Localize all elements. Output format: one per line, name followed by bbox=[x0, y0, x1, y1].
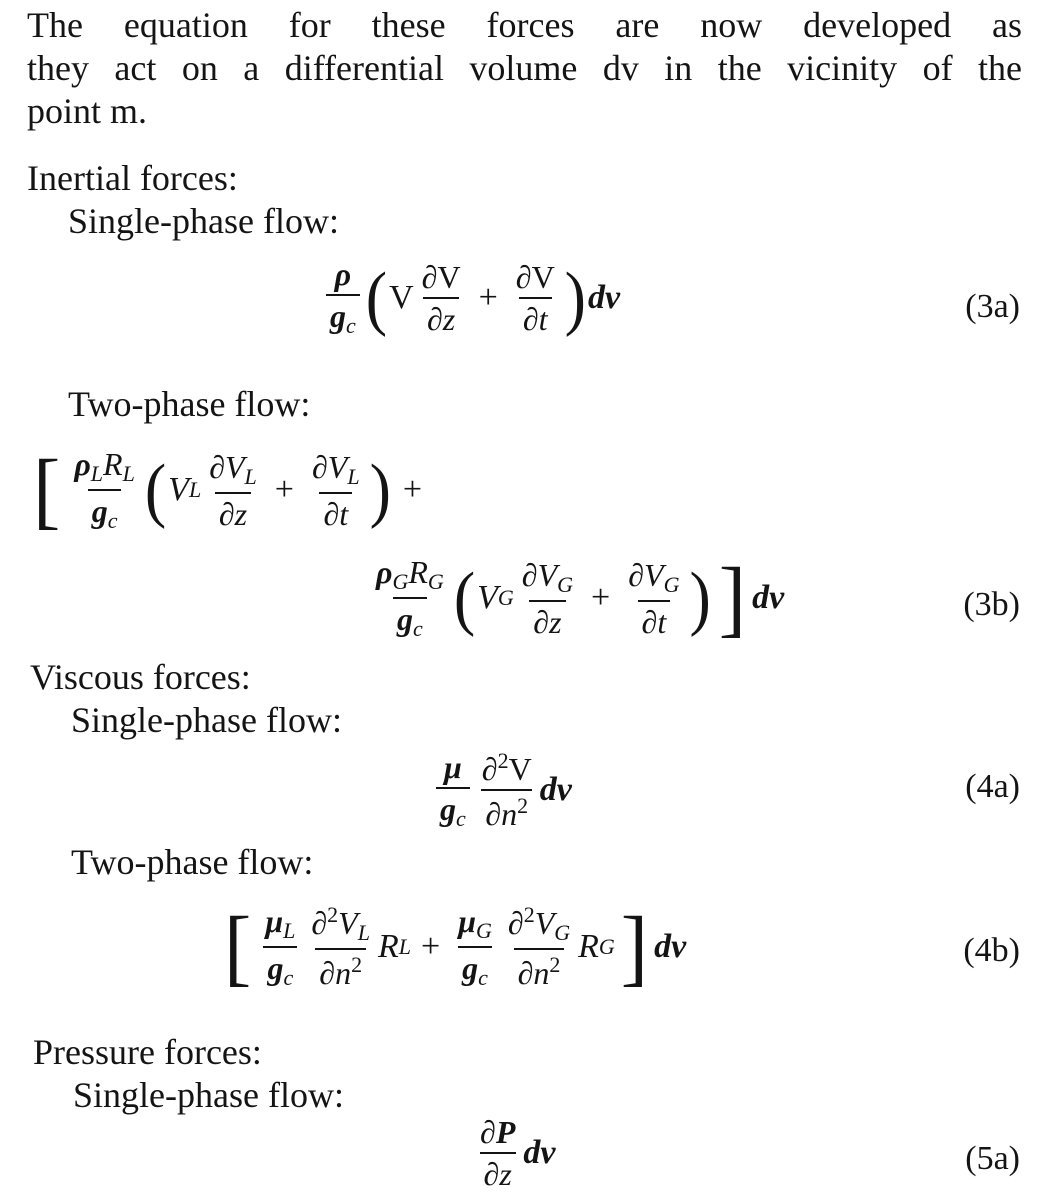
equation-3a: $\frac{\rho}{gc}$ ( V $\frac{\partial V}{\partial z}$ + $\frac{\partial V}{\partial t}$ ) dv bbox=[322, 258, 620, 337]
frac-muL-over-gc: $\frac{\mu L}{gc}$ bbox=[265, 902, 296, 990]
frac-rhoL-RL-over-gc: $\frac{\text{ρLRL}}{gc}$ bbox=[74, 446, 135, 533]
equation-5a: $\frac{\partial P}{\partial z}$ dv bbox=[472, 1116, 555, 1190]
inertial-forces-heading: Inertial forces: bbox=[27, 158, 238, 198]
viscous-forces-heading: Viscous forces: bbox=[30, 657, 251, 697]
equation-3b-line-1: [ $\frac{\text{ρLRL}}{gc}$ ( V L $\frac{\partial VL}{\partial z}$ + $\frac{\partial VL}{\partial t}$ ) + bbox=[33, 441, 423, 538]
pressure-single-phase-label: Single-phase flow: bbox=[73, 1075, 344, 1115]
equation-number-3a: (3a) bbox=[965, 288, 1020, 325]
intro-line-3: point m. bbox=[27, 91, 148, 131]
frac-mu-over-gc: $\frac{\mu}{gc}$ bbox=[436, 751, 470, 830]
frac-rhoG-RG-over-gc: $\frac{\text{ρGRG}}{gc}$ bbox=[376, 554, 444, 641]
viscous-single-phase-label: Single-phase flow: bbox=[71, 700, 342, 740]
equation-number-5a: (5a) bbox=[965, 1140, 1020, 1177]
intro-paragraph bbox=[27, 4, 1022, 133]
intro-line-2: they act on a differential volume dv in the vicinity of the bbox=[27, 48, 1022, 88]
inertial-single-phase-label: Single-phase flow: bbox=[68, 201, 339, 241]
frac-dVG-dz: $\frac{\partial VG}{\partial z}$ bbox=[521, 556, 574, 640]
frac-rho-over-gc: $\frac{\rho}{gc}$ bbox=[326, 258, 360, 337]
inertial-two-phase-label: Two-phase flow: bbox=[68, 384, 311, 424]
frac-dV-dt: $\frac{\partial V}{\partial t}$ bbox=[515, 258, 555, 337]
pressure-forces-heading: Pressure forces: bbox=[33, 1032, 262, 1072]
frac-dP-dz: $\frac{\partial P}{\partial z}$ bbox=[480, 1114, 516, 1192]
frac-d2V-dn2: $\frac{\partial^2V}{\partial n^2}$ bbox=[481, 748, 532, 832]
equation-3b-line-2: $\frac{\text{ρGRG}}{gc}$ ( V G $\frac{\partial VG}{\partial z}$ + $\frac{\partial VG}{\partial t}$ ) ] dv bbox=[368, 556, 784, 640]
frac-dVG-dt: $\frac{\partial VG}{\partial t}$ bbox=[628, 556, 680, 640]
equation-number-4a: (4a) bbox=[965, 768, 1020, 805]
frac-d2VL-dn2: $\frac{\partial^2VL}{\partial n^2}$ bbox=[311, 902, 370, 991]
frac-dV-dz: $\frac{\partial V}{\partial z}$ bbox=[421, 258, 461, 337]
frac-dVL-dt: $\frac{\partial VL}{\partial t}$ bbox=[311, 448, 360, 532]
equation-number-3b: (3b) bbox=[963, 586, 1020, 623]
frac-d2VG-dn2: $\frac{\partial^2VG}{\partial n^2}$ bbox=[507, 902, 571, 991]
frac-muG-over-gc: $\frac{\mu G}{gc}$ bbox=[458, 902, 492, 990]
viscous-two-phase-label: Two-phase flow: bbox=[71, 842, 314, 882]
frac-dVL-dz: $\frac{\partial VL}{\partial z}$ bbox=[209, 448, 257, 532]
equation-number-4b: (4b) bbox=[963, 932, 1020, 969]
equation-4a: $\frac{\mu}{gc}$ $\frac{\partial^2V}{\partial n^2}$ dv bbox=[432, 750, 572, 830]
intro-line-1: The equation for these forces are now developed as bbox=[27, 5, 1022, 45]
equation-4b: [ $\frac{\mu L}{gc}$ $\frac{\partial^2VL}{\partial n^2}$ R L + $\frac{\mu G}{gc}$ $\frac{\partial^2VG}{\partial n^2}$ R G ] dv bbox=[224, 898, 687, 994]
